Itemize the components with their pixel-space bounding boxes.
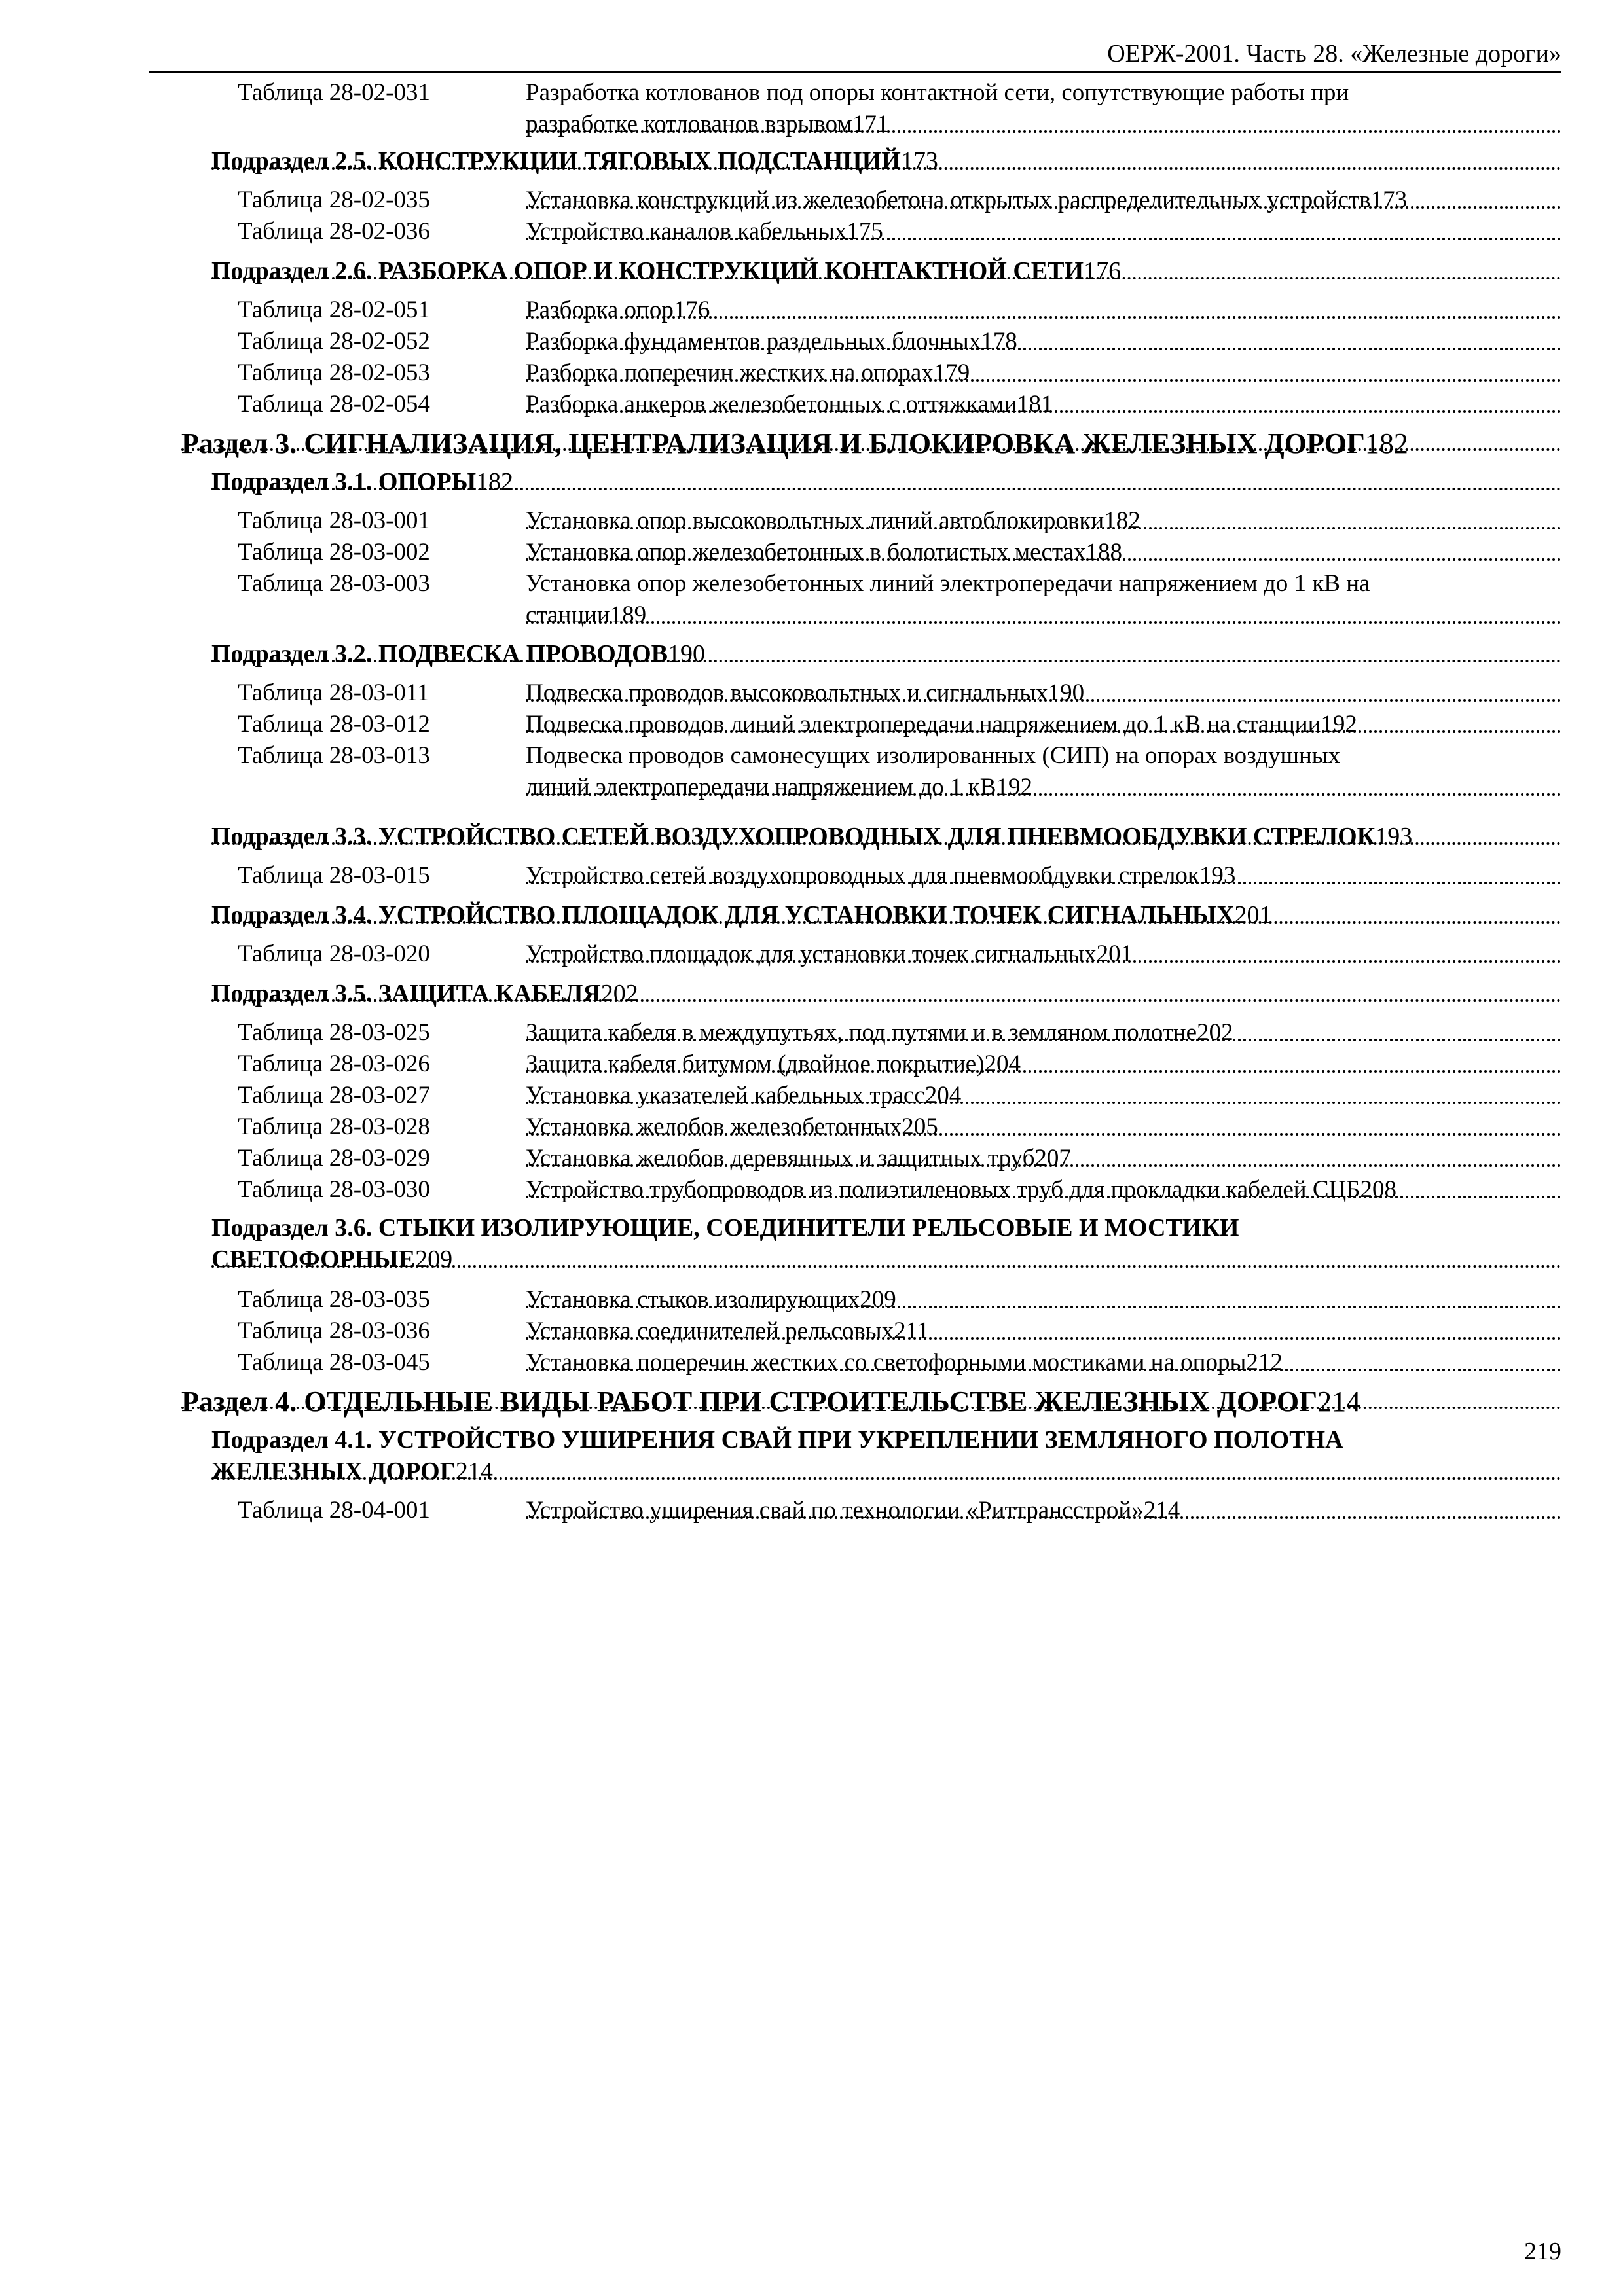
table-title (526, 326, 1561, 357)
page-ref: 188 (1085, 539, 1122, 565)
table-title-line: Подвеска проводов высоковольтных и сигнальных (526, 679, 1048, 706)
table-title-line: Защита кабеля в междупутьях, под путями и в земляном полотне (526, 1019, 1197, 1046)
table-title-line: Защита кабеля битумом (двойное покрытие) (526, 1050, 985, 1077)
page-ref: 189 (610, 601, 647, 628)
table-title-line: Разборка анкеров железобетонных с оттяжками (526, 391, 1017, 418)
table-title (526, 1049, 1561, 1080)
table-title-line: Установка опор железобетонных линий электропередачи напряжением до 1 кВ на (526, 570, 1370, 597)
page-ref: 192 (1321, 711, 1357, 738)
heading-number: Подраздел 3.3. (211, 823, 378, 850)
running-title: ОЕРЖ-2001. Часть 28. «Железные дороги» (1107, 40, 1561, 67)
heading-number: Подраздел 3.6. (211, 1214, 378, 1242)
heading-number: Подраздел 3.4. (211, 901, 378, 929)
page-ref: 178 (981, 328, 1017, 355)
page-ref: 173 (900, 147, 938, 175)
table-code: Таблица 28-03-011 (238, 679, 429, 706)
table-title-line: Установка конструкций из железобетона открытых распределительных устройств (526, 187, 1371, 213)
heading-text: УСТРОЙСТВО СЕТЕЙ ВОЗДУХОПРОВОДНЫХ ДЛЯ ПНЕВМООБДУВКИ СТРЕЛОК (378, 823, 1376, 850)
table-title-line: Устройство уширения свай по технологии «Риттрансстрой» (526, 1497, 1144, 1524)
page-ref: 175 (847, 218, 883, 245)
heading-number: Раздел 3. (181, 427, 304, 459)
heading-number: Раздел 4. (181, 1386, 304, 1418)
table-title (526, 1080, 1561, 1111)
heading-text: ОПОРЫ (378, 468, 477, 495)
page-ref: 205 (902, 1113, 938, 1140)
heading-title (181, 427, 1365, 459)
table-code: Таблица 28-02-036 (238, 218, 430, 245)
heading-text: ОТДЕЛЬНЫЕ ВИДЫ РАБОТ ПРИ СТРОИТЕЛЬСТВЕ ЖЕЛЕЗНЫХ ДОРОГ (304, 1386, 1318, 1418)
table-title-line: Разборка фундаментов раздельных блочных (526, 328, 981, 355)
heading-number: Подраздел 3.1. (211, 468, 378, 495)
toc-subsection-heading[interactable] (211, 255, 1561, 287)
heading-title (181, 1386, 1317, 1418)
heading-title (211, 1214, 1239, 1242)
table-code: Таблица 28-03-025 (238, 1019, 430, 1046)
page-ref: 176 (673, 296, 710, 323)
page-ref: 171 (852, 111, 889, 137)
table-title (526, 537, 1561, 568)
page-ref: 193 (1375, 823, 1413, 850)
table-code: Таблица 28-03-027 (238, 1082, 430, 1109)
table-title (526, 389, 1561, 420)
page-ref: 209 (860, 1286, 896, 1313)
heading-title (211, 147, 901, 175)
table-title (526, 1495, 1561, 1526)
toc-subsection-heading[interactable] (211, 145, 1561, 177)
table-title-line: Устройство сетей воздухопроводных для пневмообдувки стрелок (526, 862, 1199, 889)
page-ref: 182 (476, 468, 514, 495)
heading-title (211, 823, 1375, 850)
page-ref: 190 (667, 640, 705, 668)
page-ref: 181 (1017, 391, 1053, 418)
table-title-line: разработке котлованов взрывом (526, 111, 852, 137)
toc-subsection-heading[interactable] (211, 1212, 1561, 1275)
table-title-line: Установка стыков изолирующих (526, 1286, 860, 1313)
page-ref: 201 (1234, 901, 1272, 929)
heading-text: УСТРОЙСТВО ПЛОЩАДОК ДЛЯ УСТАНОВКИ ТОЧЕК СИГНАЛЬНЫХ (378, 901, 1235, 929)
heading-number: Подраздел 2.6. (211, 257, 378, 285)
heading-text: ЗАЩИТА КАБЕЛЯ (378, 980, 601, 1007)
heading-text: ПОДВЕСКА ПРОВОДОВ (378, 640, 668, 668)
table-title-line: линий электропередачи напряжением до 1 кВ (526, 774, 996, 800)
table-code: Таблица 28-02-052 (238, 328, 430, 355)
page-ref: 211 (894, 1318, 930, 1344)
table-title (526, 185, 1561, 216)
table-code: Таблица 28-03-013 (238, 742, 430, 769)
table-title-line: Подвеска проводов линий электропередачи напряжением до 1 кВ на станции (526, 711, 1321, 738)
table-title (526, 295, 1561, 326)
table-title-line: Разработка котлованов под опоры контактной сети, сопутствующие работы при (526, 79, 1349, 106)
table-code: Таблица 28-04-001 (238, 1497, 430, 1524)
table-title (526, 1316, 1561, 1347)
heading-title (211, 640, 668, 668)
table-title-line: Установка соединителей рельсовых (526, 1318, 894, 1344)
table-title (526, 1174, 1561, 1206)
table-title (526, 860, 1561, 891)
table-title-line: станции (526, 601, 610, 628)
table-code: Таблица 28-02-051 (238, 296, 430, 323)
table-code: Таблица 28-03-028 (238, 1113, 430, 1140)
heading-title (211, 468, 476, 495)
table-title (526, 1284, 1561, 1316)
heading-text: СТЫКИ ИЗОЛИРУЮЩИЕ, СОЕДИНИТЕЛИ РЕЛЬСОВЫЕ И МОСТИКИ (378, 1214, 1239, 1242)
page-ref: 182 (1364, 427, 1408, 459)
table-title (526, 939, 1561, 970)
page-ref: 179 (933, 359, 970, 386)
heading-number: Подраздел 3.5. (211, 980, 378, 1007)
table-title-line: Устройство площадок для установки точек сигнальных (526, 941, 1097, 967)
heading-title (211, 257, 1084, 285)
table-code: Таблица 28-03-015 (238, 862, 430, 889)
heading-number: Подраздел 3.2. (211, 640, 378, 668)
page-ref: 204 (984, 1050, 1021, 1077)
toc-subsection-heading[interactable] (211, 821, 1561, 852)
table-title (526, 709, 1561, 740)
page-ref: 202 (1197, 1019, 1233, 1046)
table-code: Таблица 28-02-054 (238, 391, 430, 418)
table-title (526, 1111, 1561, 1143)
table-title-line: Устройство трубопроводов из полиэтиленовых труб для прокладки кабелей СЦБ (526, 1176, 1360, 1203)
table-title (526, 77, 1561, 140)
page-ref: 204 (924, 1082, 962, 1109)
page-ref: 173 (1370, 187, 1408, 213)
table-title-line: Установка опор высоковольтных линий автоблокировки (526, 507, 1104, 534)
heading-title (211, 1426, 1343, 1454)
table-title-line: Подвеска проводов самонесущих изолированных (СИП) на опорах воздушных (526, 742, 1341, 769)
table-title (526, 568, 1561, 631)
toc-subsection-heading[interactable] (211, 978, 1561, 1009)
table-title (526, 216, 1561, 247)
page-ref: 214 (1143, 1497, 1180, 1524)
toc-subsection-heading[interactable] (211, 1424, 1561, 1487)
table-code: Таблица 28-03-035 (238, 1286, 430, 1313)
page-ref: 214 (455, 1458, 493, 1485)
table-title-line: Установка указателей кабельных трасс (526, 1082, 925, 1109)
table-title-line: Установка поперечин жестких со светофорными мостиками на опоры (526, 1349, 1247, 1376)
toc-section-heading[interactable] (181, 1385, 1561, 1416)
table-code: Таблица 28-03-029 (238, 1145, 430, 1172)
heading-title (211, 901, 1235, 929)
table-code: Таблица 28-03-001 (238, 507, 430, 534)
heading-text: КОНСТРУКЦИИ ТЯГОВЫХ ПОДСТАНЦИЙ (378, 147, 901, 175)
table-title (526, 1143, 1561, 1174)
page-ref: 212 (1246, 1349, 1283, 1376)
table-title (526, 740, 1561, 803)
table-title (526, 677, 1561, 709)
page-ref: 182 (1104, 507, 1140, 534)
table-title-line: Установка опор железобетонных в болотистых местах (526, 539, 1086, 565)
heading-title-continuation: ЖЕЛЕЗНЫХ ДОРОГ (211, 1458, 456, 1485)
page-number: 219 (1524, 2238, 1561, 2265)
table-code: Таблица 28-03-002 (238, 539, 430, 565)
heading-number: Подраздел 4.1. (211, 1426, 378, 1454)
heading-title (211, 980, 601, 1007)
page-ref: 192 (996, 774, 1032, 800)
table-title (526, 357, 1561, 389)
toc-subsection-heading[interactable] (211, 638, 1561, 670)
table-title-line: Устройство каналов кабельных (526, 218, 847, 245)
page-ref: 209 (415, 1246, 453, 1273)
table-title-line: Установка желобов деревянных и защитных труб (526, 1145, 1035, 1172)
table-title (526, 1017, 1561, 1049)
table-title-line: Разборка опор (526, 296, 674, 323)
table-code: Таблица 28-02-031 (238, 79, 430, 106)
heading-text: УСТРОЙСТВО УШИРЕНИЯ СВАЙ ПРИ УКРЕПЛЕНИИ ЗЕМЛЯНОГО ПОЛОТНА (378, 1426, 1343, 1454)
page-ref: 202 (600, 980, 638, 1007)
page-ref: 208 (1360, 1176, 1396, 1203)
heading-text: СИГНАЛИЗАЦИЯ, ЦЕНТРАЛИЗАЦИЯ И БЛОКИРОВКА ЖЕЛЕЗНЫХ ДОРОГ (304, 427, 1365, 459)
toc-section-heading[interactable] (181, 427, 1561, 458)
table-code: Таблица 28-03-003 (238, 570, 430, 597)
toc-subsection-heading[interactable] (211, 899, 1561, 931)
table-title-line: Установка желобов железобетонных (526, 1113, 902, 1140)
toc-subsection-heading[interactable] (211, 466, 1561, 497)
table-code: Таблица 28-03-026 (238, 1050, 430, 1077)
table-code: Таблица 28-03-012 (238, 711, 430, 738)
page-ref: 190 (1048, 679, 1085, 706)
page-ref: 214 (1317, 1386, 1361, 1418)
table-title (526, 505, 1561, 537)
page-ref: 176 (1084, 257, 1122, 285)
table-code: Таблица 28-03-045 (238, 1349, 430, 1376)
table-code: Таблица 28-03-020 (238, 941, 430, 967)
table-code: Таблица 28-02-053 (238, 359, 430, 386)
heading-text: РАЗБОРКА ОПОР И КОНСТРУКЦИЙ КОНТАКТНОЙ СЕТИ (378, 257, 1084, 285)
table-code: Таблица 28-02-035 (238, 187, 430, 213)
page-ref: 207 (1034, 1145, 1071, 1172)
table-code: Таблица 28-03-030 (238, 1176, 430, 1203)
heading-title-continuation: СВЕТОФОРНЫЕ (211, 1246, 416, 1273)
table-title-line: Разборка поперечин жестких на опорах (526, 359, 934, 386)
heading-number: Подраздел 2.5. (211, 147, 378, 175)
page-ref: 193 (1199, 862, 1236, 889)
table-title (526, 1347, 1561, 1378)
table-code: Таблица 28-03-036 (238, 1318, 430, 1344)
page-ref: 201 (1096, 941, 1133, 967)
